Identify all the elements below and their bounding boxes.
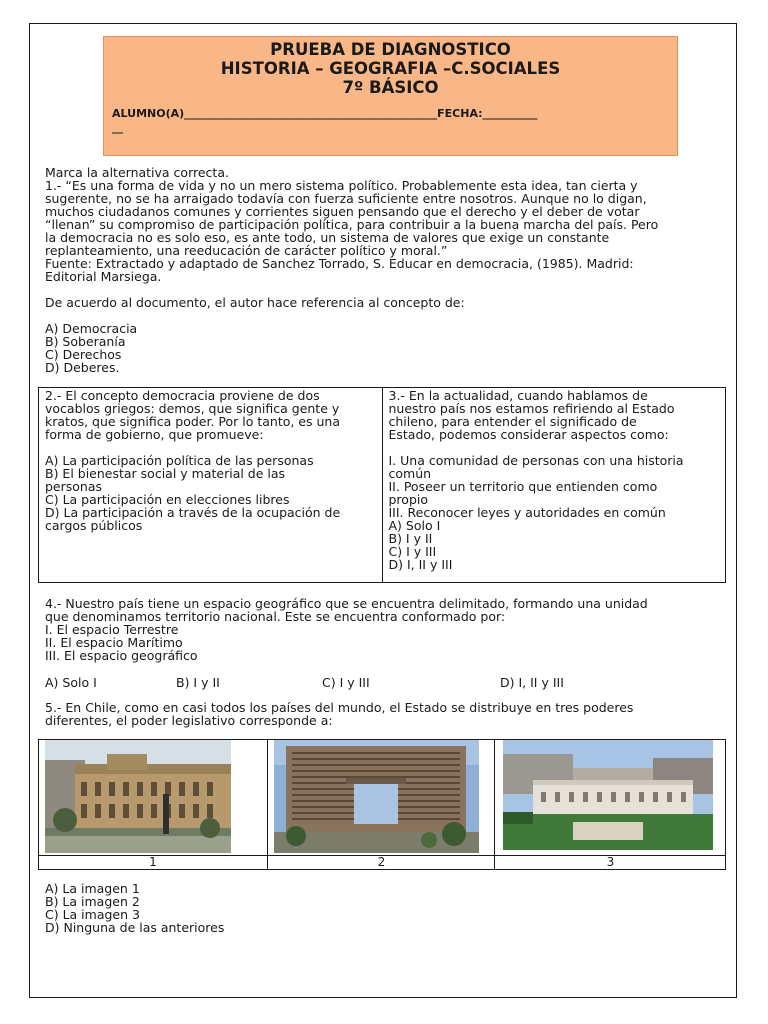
- photo-column-1: [39, 740, 267, 869]
- image-label-1: 1: [149, 855, 157, 869]
- exam-title: PRUEBA DE DIAGNOSTICO: [270, 40, 511, 59]
- q4-option-d: D) I, II y III: [500, 675, 564, 690]
- question-4-text: 4.- Nuestro país tiene un espacio geográfico que se encuentra delimitado, formando una unidad que denominamos territorio nacional. Este se encuentra conformado por: I. El espacio Terrestre II. El espacio Marítimo III. El espacio geográfico: [45, 596, 648, 663]
- questions-2-3-table: [38, 387, 726, 583]
- exam-grade: 7º BÁSICO: [342, 78, 439, 97]
- question-1-prompt: De acuerdo al documento, el autor hace referencia al concepto de:: [45, 295, 465, 310]
- la-moneda-palace-photo: [503, 740, 713, 850]
- national-congress-building-photo: [274, 740, 479, 853]
- photo-column-2: [267, 740, 494, 869]
- question-1-text: 1.- “Es una forma de vida y no un mero sistema político. Probablemente esta idea, tan cierta y sugerente, no se ha arraigado todavía con fuerza suficiente entre nosotros. Aunque no lo digan, muchos ciudadanos comunes y corrientes siguen pensando que el derecho y el deber de votar “llenan” su compromiso de participación política, para contribuir a la buena marcha del país. Pero la democracia no es solo eso, es ante todo, un sistema de valores que exige un constante replanteamiento, una reeducación de carácter político y moral.” Fuente: Extractado y adaptado de Sanchez Torrado, S. Educar en democracia, (1985). Madrid: Editorial Marsiega.: [45, 178, 659, 284]
- q4-option-a: A) Solo I: [45, 675, 97, 690]
- question-3-cell: 3.- En la actualidad, cuando hablamos de nuestro país nos estamos refiriendo al Estado chileno, para entender el significado de Estado, podemos considerar aspectos como: I. Una comunidad de personas con una historia común II. Poseer un territorio que entienden como propio III. Reconocer leyes y autoridades en común A) Solo I B) I y II C) I y III D) I, II y III: [382, 388, 726, 582]
- exam-subject: HISTORIA – GEOGRAFIA –C.SOCIALES: [220, 59, 561, 78]
- q4-option-c: C) I y III: [322, 675, 370, 690]
- question-5-text: 5.- En Chile, como en casi todos los países del mundo, el Estado se distribuye en tres poderes diferentes, el poder legislativo corresponde a:: [45, 700, 634, 728]
- exam-header: [103, 36, 678, 156]
- student-name-date-line: ALUMNO(A)______________________________________________FECHA:__________ __: [112, 107, 538, 134]
- image-label-3: 3: [606, 855, 615, 869]
- photos-table: [38, 739, 726, 870]
- q4-option-b: B) I y II: [176, 675, 220, 690]
- ex-congress-building-photo: [45, 740, 231, 853]
- photo-column-3: [494, 740, 725, 869]
- question-2-cell: 2.- El concepto democracia proviene de dos vocablos griegos: demos, que significa gente y kratos, que significa poder. Por lo tanto, es una forma de gobierno, que promueve: A) La participación política de las personas B) El bienestar social y material de las personas C) La participación en elecciones libres D) La participación a través de la ocupación de cargos públicos: [45, 388, 341, 533]
- question-1-options: A) Democracia B) Soberanía C) Derechos D) Deberes.: [45, 321, 138, 375]
- image-label-2: 2: [377, 855, 386, 869]
- question-5-options: A) La imagen 1 B) La imagen 2 C) La imagen 3 D) Ninguna de las anteriores: [45, 881, 225, 935]
- instruction-text: Marca la alternativa correcta.: [45, 165, 229, 180]
